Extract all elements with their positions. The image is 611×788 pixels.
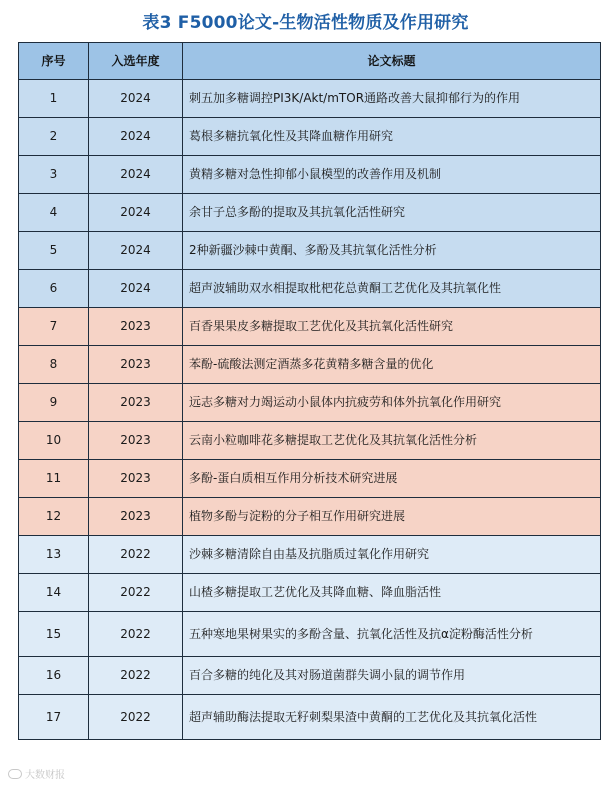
watermark-logo-icon (8, 769, 22, 779)
row-number: 16 (19, 657, 89, 695)
row-number: 10 (19, 422, 89, 460)
row-year: 2023 (89, 422, 183, 460)
table-row (19, 422, 601, 460)
row-title: 余甘子总多酚的提取及其抗氧化活性研究 (183, 194, 601, 232)
row-number: 17 (19, 695, 89, 740)
table-row (19, 346, 601, 384)
row-number: 14 (19, 574, 89, 612)
row-title: 刺五加多糖调控PI3K/Akt/mTOR通路改善大鼠抑郁行为的作用 (183, 80, 601, 118)
row-year: 2022 (89, 574, 183, 612)
table-row (19, 80, 601, 118)
row-year: 2022 (89, 695, 183, 740)
row-number: 1 (19, 80, 89, 118)
row-title: 云南小粒咖啡花多糖提取工艺优化及其抗氧化活性分析 (183, 422, 601, 460)
row-year: 2024 (89, 118, 183, 156)
column-header-title: 论文标题 (183, 43, 601, 80)
row-year: 2022 (89, 657, 183, 695)
row-year: 2024 (89, 80, 183, 118)
table-row (19, 536, 601, 574)
row-year: 2023 (89, 384, 183, 422)
row-number: 6 (19, 270, 89, 308)
row-number: 11 (19, 460, 89, 498)
table-row (19, 460, 601, 498)
row-number: 7 (19, 308, 89, 346)
row-title: 超声辅助酶法提取无籽刺梨果渣中黄酮的工艺优化及其抗氧化活性 (183, 695, 601, 740)
row-title: 葛根多糖抗氧化性及其降血糖作用研究 (183, 118, 601, 156)
column-header-year: 入选年度 (89, 43, 183, 80)
row-number: 5 (19, 232, 89, 270)
table-row (19, 384, 601, 422)
row-year: 2023 (89, 460, 183, 498)
row-number: 2 (19, 118, 89, 156)
row-number: 3 (19, 156, 89, 194)
table-row (19, 498, 601, 536)
table-row (19, 118, 601, 156)
row-title: 沙棘多糖清除自由基及抗脂质过氧化作用研究 (183, 536, 601, 574)
watermark-text: 大数财报 (25, 770, 65, 781)
row-title: 黄精多糖对急性抑郁小鼠模型的改善作用及机制 (183, 156, 601, 194)
watermark (8, 766, 65, 781)
row-year: 2023 (89, 498, 183, 536)
row-title: 植物多酚与淀粉的分子相互作用研究进展 (183, 498, 601, 536)
papers-table (18, 42, 601, 740)
table-row (19, 232, 601, 270)
row-title: 多酚-蛋白质相互作用分析技术研究进展 (183, 460, 601, 498)
column-header-number: 序号 (19, 43, 89, 80)
table-row (19, 657, 601, 695)
row-title: 远志多糖对力竭运动小鼠体内抗疲劳和体外抗氧化作用研究 (183, 384, 601, 422)
row-year: 2024 (89, 270, 183, 308)
row-title: 2种新疆沙棘中黄酮、多酚及其抗氧化活性分析 (183, 232, 601, 270)
row-number: 9 (19, 384, 89, 422)
table-row (19, 156, 601, 194)
row-number: 4 (19, 194, 89, 232)
row-year: 2024 (89, 232, 183, 270)
row-title: 苯酚-硫酸法测定酒蒸多花黄精多糖含量的优化 (183, 346, 601, 384)
row-number: 8 (19, 346, 89, 384)
row-year: 2023 (89, 346, 183, 384)
table-row (19, 308, 601, 346)
row-number: 12 (19, 498, 89, 536)
row-year: 2023 (89, 308, 183, 346)
row-title: 百合多糖的纯化及其对肠道菌群失调小鼠的调节作用 (183, 657, 601, 695)
row-year: 2024 (89, 194, 183, 232)
row-title: 五种寒地果树果实的多酚含量、抗氧化活性及抗α淀粉酶活性分析 (183, 612, 601, 657)
row-title: 山楂多糖提取工艺优化及其降血糖、降血脂活性 (183, 574, 601, 612)
row-title: 百香果果皮多糖提取工艺优化及其抗氧化活性研究 (183, 308, 601, 346)
table-row (19, 695, 601, 740)
row-number: 13 (19, 536, 89, 574)
table-row (19, 270, 601, 308)
row-title: 超声波辅助双水相提取枇杷花总黄酮工艺优化及其抗氧化性 (183, 270, 601, 308)
table-row (19, 194, 601, 232)
row-year: 2024 (89, 156, 183, 194)
row-number: 15 (19, 612, 89, 657)
table-caption: 表3 F5000论文-生物活性物质及作用研究 (142, 13, 469, 33)
table-row (19, 574, 601, 612)
row-year: 2022 (89, 536, 183, 574)
table-header-row (19, 43, 601, 80)
row-year: 2022 (89, 612, 183, 657)
table-row (19, 612, 601, 657)
